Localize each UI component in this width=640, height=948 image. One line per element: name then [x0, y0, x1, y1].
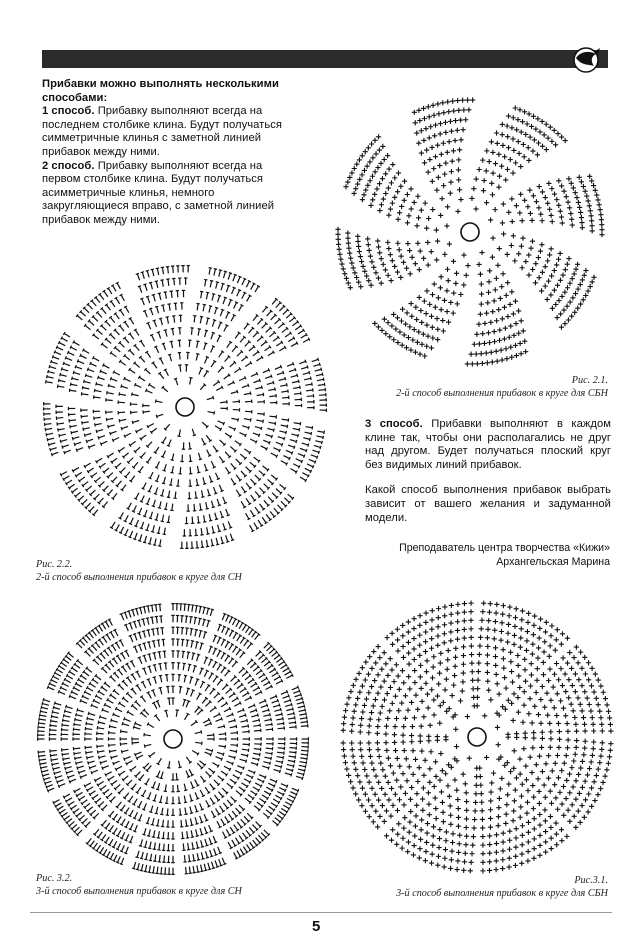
method-3-body: Прибавки выполняют в каждом клине так, чтобы они располагались не друг над другом. Будет получаться плоский круг без видимых линий прибавок.: [365, 418, 611, 471]
figure-3-2-number: Рис. 3.2.: [36, 873, 73, 884]
figure-3-2-text: 3-й способ выполнения прибавок в круге для СН: [36, 886, 242, 897]
method-3-paragraph: [365, 418, 611, 472]
author-credit: [360, 541, 610, 569]
method-1-label: 1 способ.: [42, 105, 95, 118]
bird-ball-logo-icon: [566, 44, 608, 74]
method-1-text: Прибавку выполняют всегда на последнем столбике клина. Будут получаться симметричные клинья с заметной линией прибавок между ними.: [42, 105, 282, 158]
figure-2-1-diagram: [330, 92, 610, 372]
figure-2-2-diagram: [40, 262, 330, 552]
figure-3-1-caption: [340, 874, 608, 900]
figure-2-1-number: Рис. 2.1.: [571, 375, 608, 386]
figure-3-2-diagram: [34, 600, 312, 878]
footer-line: [30, 912, 612, 913]
header-bar: [42, 50, 608, 68]
figure-2-1-caption: [350, 374, 608, 400]
method-2-paragraph: [42, 160, 287, 228]
figure-2-2-caption: [36, 558, 336, 584]
method-1-paragraph: [42, 105, 287, 159]
figure-2-1-text: 2-й способ выполнения прибавок в круге для СБН: [396, 388, 608, 399]
figure-3-1-diagram: [336, 596, 618, 878]
method-2-text: Прибавку выполняют всегда на первом столбике клина. Будут получаться асимметричные клинья, немного закругляющиеся вправо, с заметной линией прибавок между ними.: [42, 159, 275, 226]
method-3-label: 3 способ.: [365, 418, 423, 430]
method-2-label: 2 способ.: [42, 159, 95, 172]
figure-3-2-caption: [36, 872, 336, 898]
intro-heading: Прибавки можно выполнять несколькими способами:: [42, 78, 279, 104]
figure-3-1-text: 3-й способ выполнения прибавок в круге для СБН: [396, 888, 608, 899]
method-3-text: [365, 418, 611, 537]
figure-3-1-number: Рис.3.1.: [574, 875, 608, 886]
figure-2-2-text: 2-й способ выполнения прибавок в круге для СН: [36, 572, 242, 583]
intro-text: [42, 78, 287, 228]
author-line-1: Преподаватель центра творчества «Кижи»: [399, 542, 610, 554]
author-line-2: Архангельская Марина: [496, 556, 610, 568]
page-number: 5: [312, 918, 321, 935]
figure-2-2-number: Рис. 2.2.: [36, 559, 73, 570]
choice-paragraph: Какой способ выполнения прибавок выбрать зависит от вашего желания и задуманной модели.: [365, 484, 611, 524]
